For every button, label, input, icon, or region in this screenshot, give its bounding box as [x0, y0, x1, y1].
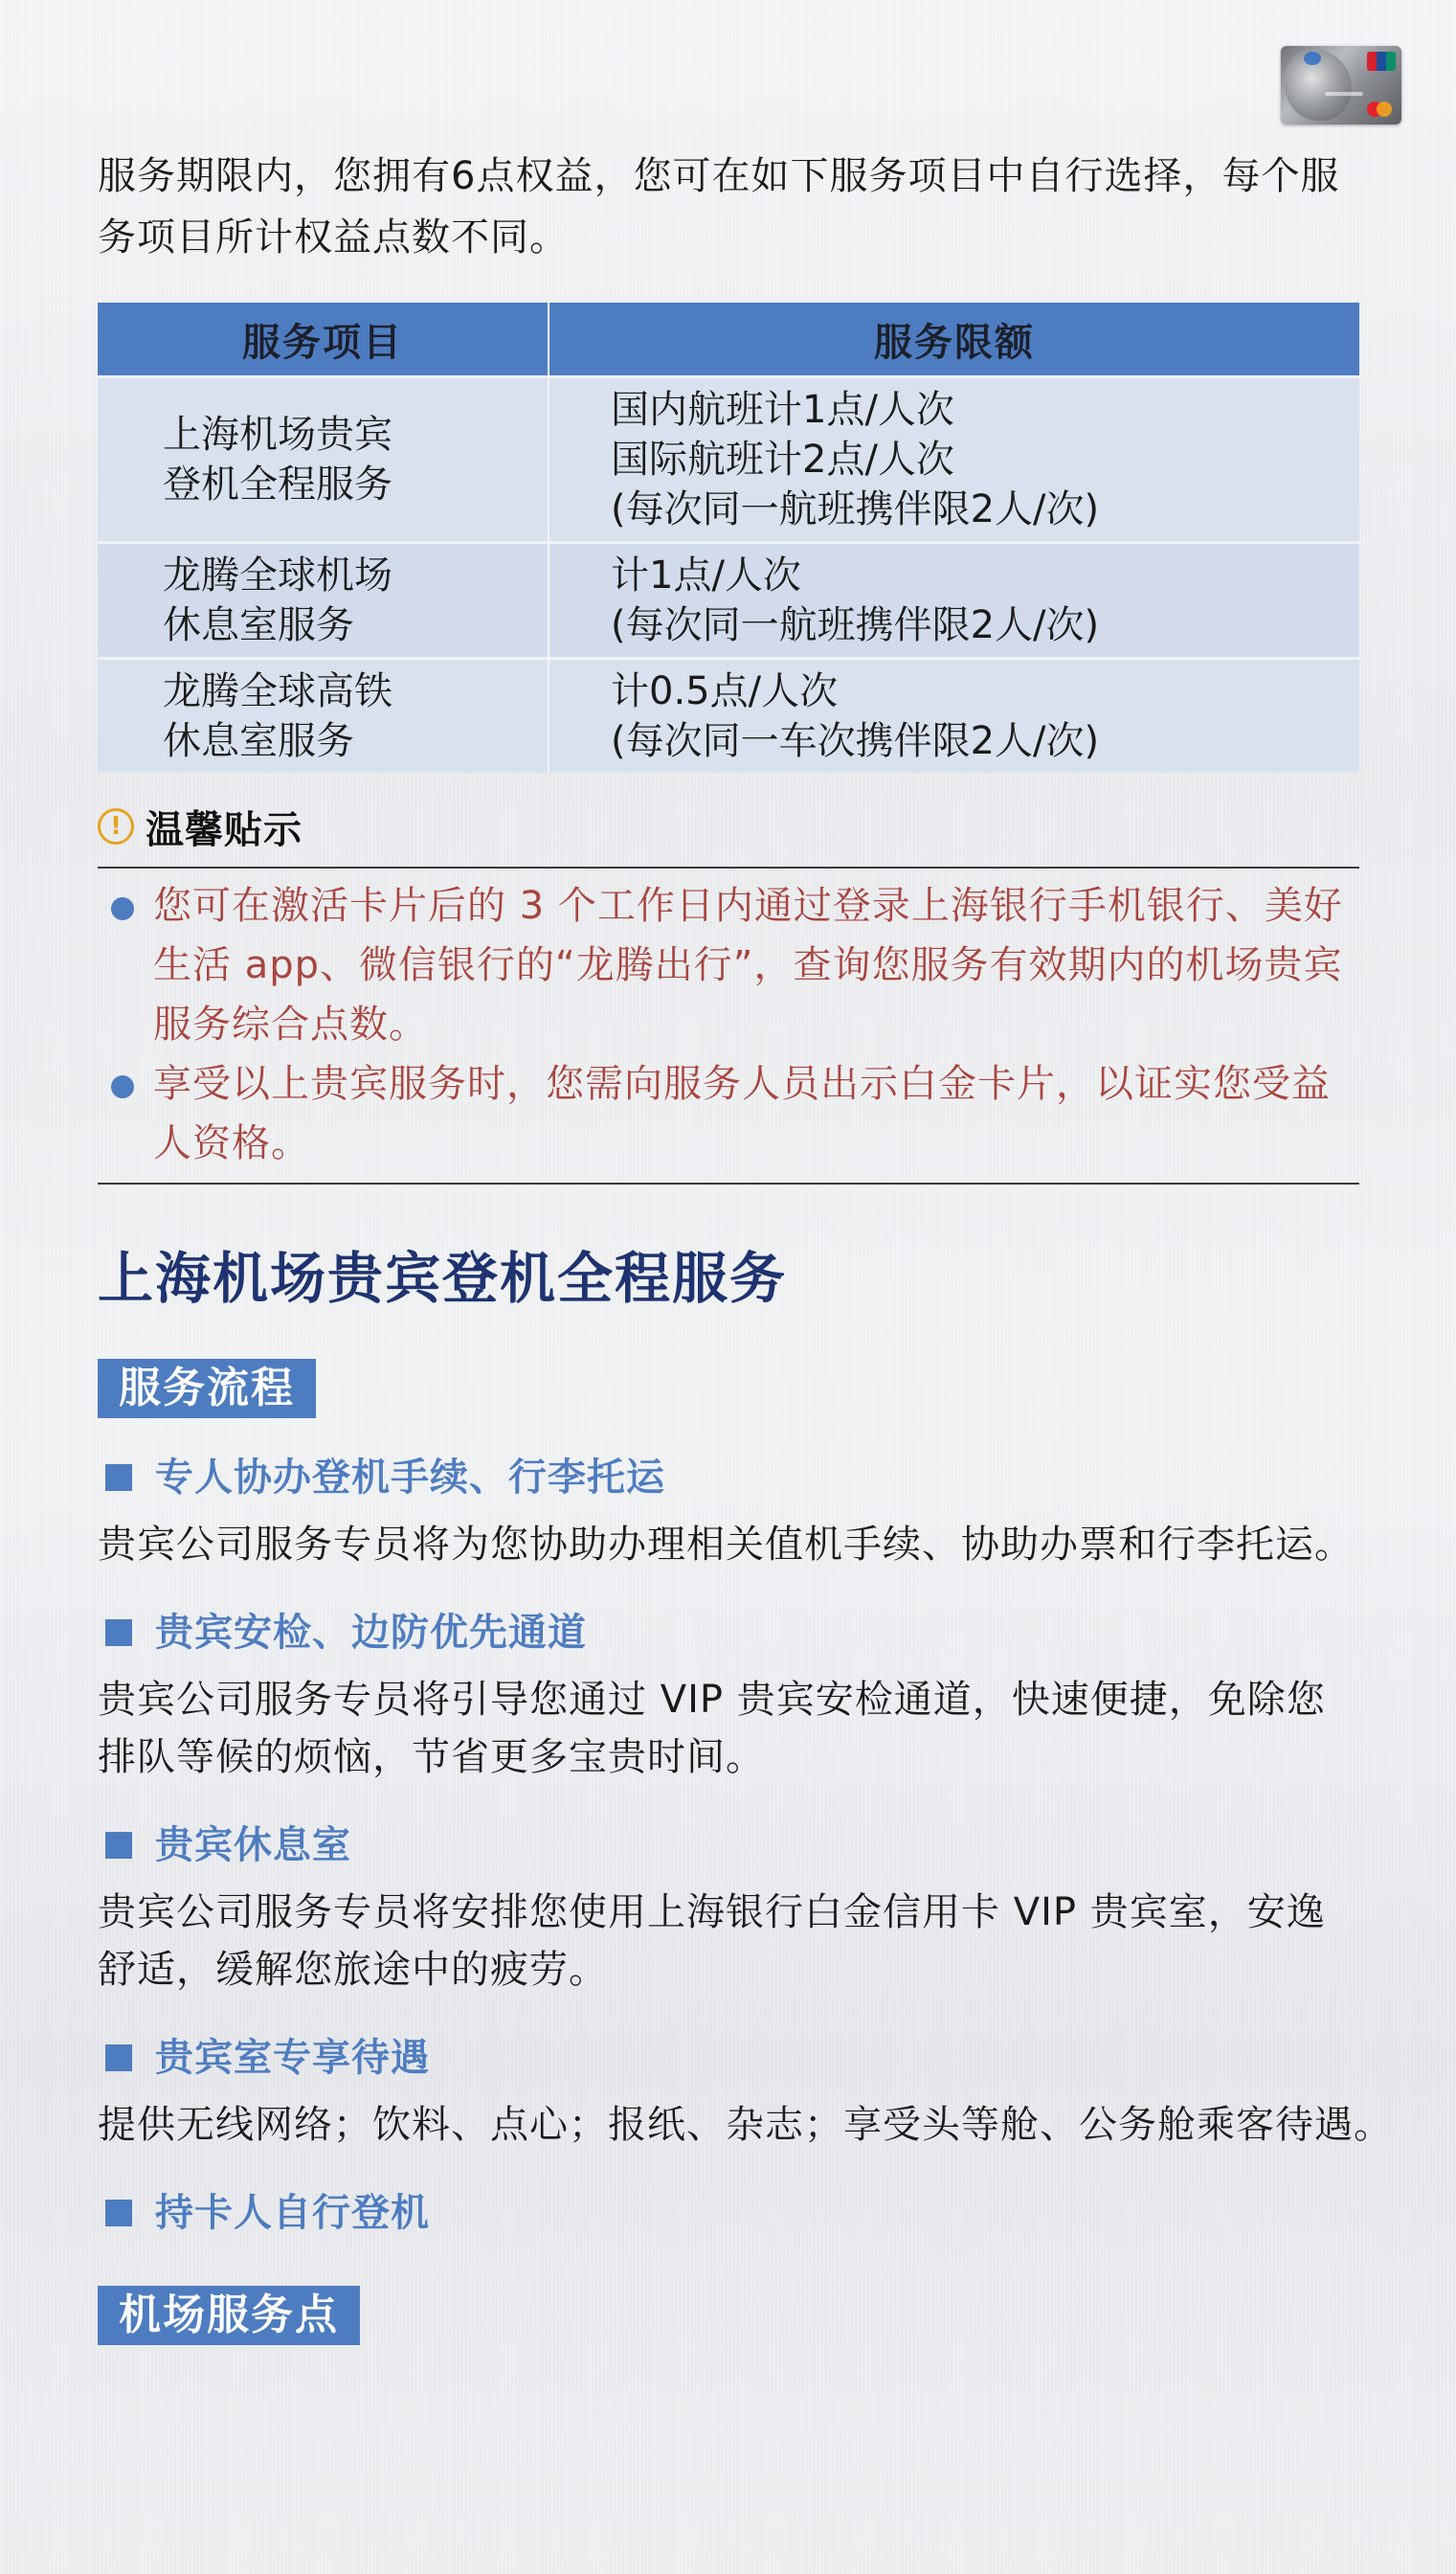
tips-box — [98, 867, 1359, 1185]
tip-item: 享受以上贵宾服务时，您需向服务人员出示白金卡片，以证实您受益人资格。 — [98, 1054, 1359, 1173]
dot-bullet-icon — [111, 897, 134, 920]
step-text: 提供无线网络；饮料、点心；报纸、杂志；享受头等舱、公务舱乘客待遇。 — [98, 2103, 1393, 2147]
table-header-row — [98, 303, 1359, 377]
page-content — [98, 146, 1393, 2345]
square-bullet-icon — [105, 1464, 132, 1491]
step-heading: 贵宾室专享待遇 — [98, 2031, 1361, 2085]
header-service-limit: 服务限额 — [549, 303, 1359, 377]
service-limit-cell: 计1点/人次 (每次同一航班携伴限2人/次) — [549, 543, 1359, 659]
service-limit-cell: 计0.5点/人次 (每次同一车次携伴限2人/次) — [549, 659, 1359, 774]
step-heading: 专人协办登机手续、行李托运 — [98, 1451, 1361, 1504]
credit-card-thumbnail — [1281, 46, 1401, 124]
intro-text: 服务期限内，您拥有6点权益，您可在如下服务项目中自行选择，每个服务项目所计权益点数不同。 — [98, 154, 1340, 260]
unionpay-logo — [1367, 52, 1396, 71]
header-service-item: 服务项目 — [98, 303, 549, 377]
section-title: 上海机场贵宾登机全程服务 — [98, 1246, 788, 1311]
step-heading: 贵宾休息室 — [98, 1818, 1361, 1872]
step-text: 贵宾公司服务专员将为您协助办理相关值机手续、协助办票和行李托运。 — [98, 1523, 1354, 1567]
service-limit-cell: 国内航班计1点/人次 国际航班计2点/人次 (每次同一航班携伴限2人/次) — [549, 377, 1359, 543]
table-row — [98, 377, 1359, 543]
square-bullet-icon — [105, 1832, 132, 1859]
service-item-cell: 龙腾全球高铁 休息室服务 — [98, 659, 549, 774]
mastercard-logo — [1367, 102, 1392, 117]
square-bullet-icon — [105, 2044, 132, 2071]
service-item-cell: 上海机场贵宾 登机全程服务 — [98, 377, 549, 543]
table-row — [98, 543, 1359, 659]
step-text: 贵宾公司服务专员将安排您使用上海银行白金信用卡 VIP 贵宾室，安逸舒适，缓解您旅途中的疲劳。 — [98, 1890, 1326, 1992]
airport-service-points-tag: 机场服务点 — [98, 2286, 360, 2345]
table-row — [98, 659, 1359, 774]
tips-title: 温馨贴示 — [146, 807, 302, 852]
rights-table — [98, 303, 1359, 773]
step-text: 贵宾公司服务专员将引导您通过 VIP 贵宾安检通道，快速便捷，免除您排队等候的烦恼，节省更多宝贵时间。 — [98, 1678, 1326, 1779]
square-bullet-icon — [105, 1619, 132, 1646]
square-bullet-icon — [105, 2200, 132, 2226]
service-item-cell: 龙腾全球机场 休息室服务 — [98, 543, 549, 659]
tips-header — [98, 802, 1361, 851]
service-flow-tag: 服务流程 — [98, 1359, 316, 1418]
dot-bullet-icon — [111, 1075, 134, 1098]
step-heading: 持卡人自行登机 — [98, 2186, 1361, 2240]
exclamation-circle-icon: ! — [98, 808, 134, 845]
step-heading: 贵宾安检、边防优先通道 — [98, 1606, 1361, 1660]
tip-item: 您可在激活卡片后的 3 个工作日内通过登录上海银行手机银行、美好生活 app、微信银行的“龙腾出行”，查询您服务有效期内的机场贵宾服务综合点数。 — [98, 876, 1359, 1054]
